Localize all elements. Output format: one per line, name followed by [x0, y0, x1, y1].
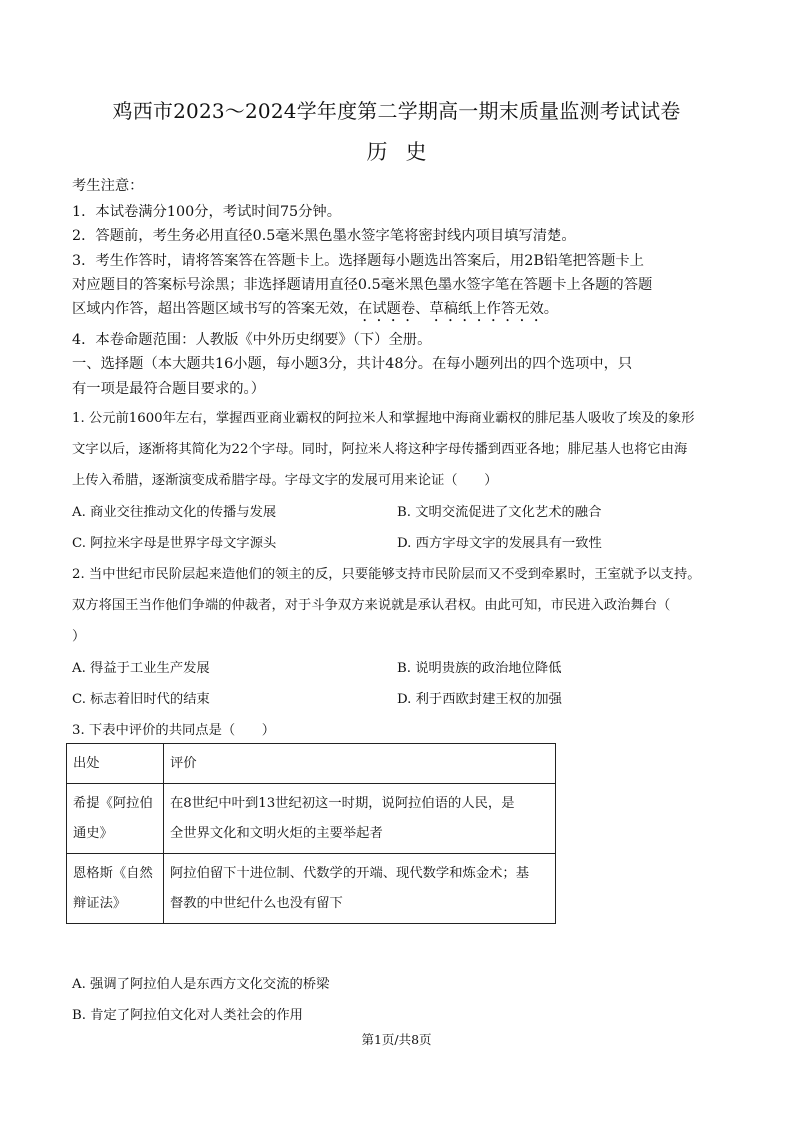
- table-row: [67, 784, 556, 854]
- table-row: [67, 854, 556, 924]
- table-cell-comment-line-1: 在8世纪中叶到13世纪初这一时期，说阿拉伯语的人民，是: [170, 796, 515, 811]
- notice-item-3-line-2: 对应题目的答案标号涂黑；非选择题请用直径0.5毫米黑色墨水签字笔在答题卡上各题的答题: [72, 277, 653, 293]
- table-cell-comment: [164, 854, 556, 924]
- notice-item-3-emphasis: 在试题卷、草稿纸上作答无效: [357, 301, 544, 317]
- q2-option-c: C. 标志着旧时代的结束: [72, 692, 210, 707]
- q2-option-a: A. 得益于工业生产发展: [72, 661, 210, 676]
- evaluation-table: [66, 743, 556, 924]
- table-cell-source-line-1: 希提《阿拉伯: [73, 796, 153, 811]
- table-cell-comment-line-2: 督教的中世纪什么也没有留下: [170, 896, 343, 911]
- q1-option-a: A. 商业交往推动文化的传播与发展: [72, 505, 277, 520]
- page-number: 第1页/共8页: [361, 1032, 432, 1047]
- section-1-line-2: 有一项是最符合题目要求的。）: [72, 381, 266, 397]
- table-cell-comment: [164, 784, 556, 854]
- table-cell-source-line-2: 通史》: [73, 826, 113, 841]
- notice-item-2: 2．答题前，考生务必用直径0.5毫米黑色墨水签字笔将密封线内项目填写清楚。: [72, 228, 576, 244]
- notice-item-3-line-3-end: 。: [543, 301, 559, 317]
- table-cell-comment-line-1: 阿拉伯留下十进位制、代数学的开端、现代数学和炼金术；基: [170, 866, 530, 881]
- table-cell-source-line-2: 辩证法》: [73, 896, 127, 911]
- notice-heading: 考生注意：: [72, 178, 144, 194]
- q1-option-b: B. 文明交流促进了文化艺术的融合: [397, 505, 602, 520]
- q3-option-a: A. 强调了阿拉伯人是东西方文化交流的桥梁: [72, 977, 330, 992]
- notice-item-4: 4．本卷命题范围：人教版《中外历史纲要》（下）全册。: [72, 332, 432, 348]
- table-cell-source: [67, 854, 164, 924]
- q3-option-b: B. 肯定了阿拉伯文化对人类社会的作用: [72, 1008, 303, 1023]
- table-cell-comment-line-2: 全世界文化和文明火炬的主要举起者: [170, 826, 383, 841]
- notice-item-3-line-1: 3．考生作答时，请将答案答在答题卡上。选择题每小题选出答案后，用2B铅笔把答题卡上: [72, 253, 644, 269]
- q2-stem-line-3: ）: [72, 629, 86, 644]
- q1-stem-line-1: 1. 公元前1600年左右，掌握西亚商业霸权的阿拉米人和掌握地中海商业霸权的腓尼基人吸收了埃及的象形: [72, 411, 695, 426]
- notice-item-3-line-3-plain: 区域内作答，超出答题区域书写的答案无效，: [72, 301, 358, 317]
- notice-item-1: 1．本试卷满分100分，考试时间75分钟。: [72, 204, 342, 220]
- q2-stem-line-2: 双方将国王当作他们争端的仲裁者，对于斗争双方来说就是承认君权。由此可知，市民进入政治舞台（: [72, 598, 671, 613]
- table-header-source: 出处: [67, 744, 164, 784]
- table-cell-source-line-1: 恩格斯《自然: [73, 866, 153, 881]
- q2-option-b: B. 说明贵族的政治地位降低: [397, 661, 562, 676]
- table-header-comment: 评价: [164, 744, 556, 784]
- table-cell-source: [67, 784, 164, 854]
- q1-stem-line-3: 上传入希腊，逐渐演变成希腊字母。字母文字的发展可用来论证（ ）: [72, 473, 498, 488]
- q2-stem-line-1: 2. 当中世纪市民阶层起来造他们的领主的反，只要能够支持市民阶层而又不受到牵累时，王室就予以支持。: [72, 567, 701, 582]
- q3-stem: 3. 下表中评价的共同点是（ ）: [72, 723, 276, 738]
- q1-stem-line-2: 文字以后，逐渐将其简化为22个字母。同时，阿拉米人将这种字母传播到西亚各地；腓尼基人也将它由海: [72, 442, 688, 457]
- notice-item-3-line-3: [72, 298, 732, 325]
- table-header-row: [67, 744, 556, 784]
- q2-option-d: D. 利于西欧封建王权的加强: [397, 692, 562, 707]
- q1-option-d: D. 西方字母文字的发展具有一致性: [397, 536, 602, 551]
- section-1-line-1: 一、选择题（本大题共16小题，每小题3分，共计48分。在每小题列出的四个选项中，只: [72, 356, 633, 372]
- exam-title: 鸡西市2023～2024学年度第二学期高一期末质量监测考试试卷: [112, 99, 681, 123]
- q1-option-c: C. 阿拉米字母是世界字母文字源头: [72, 536, 277, 551]
- subject-title: 历史: [366, 140, 445, 164]
